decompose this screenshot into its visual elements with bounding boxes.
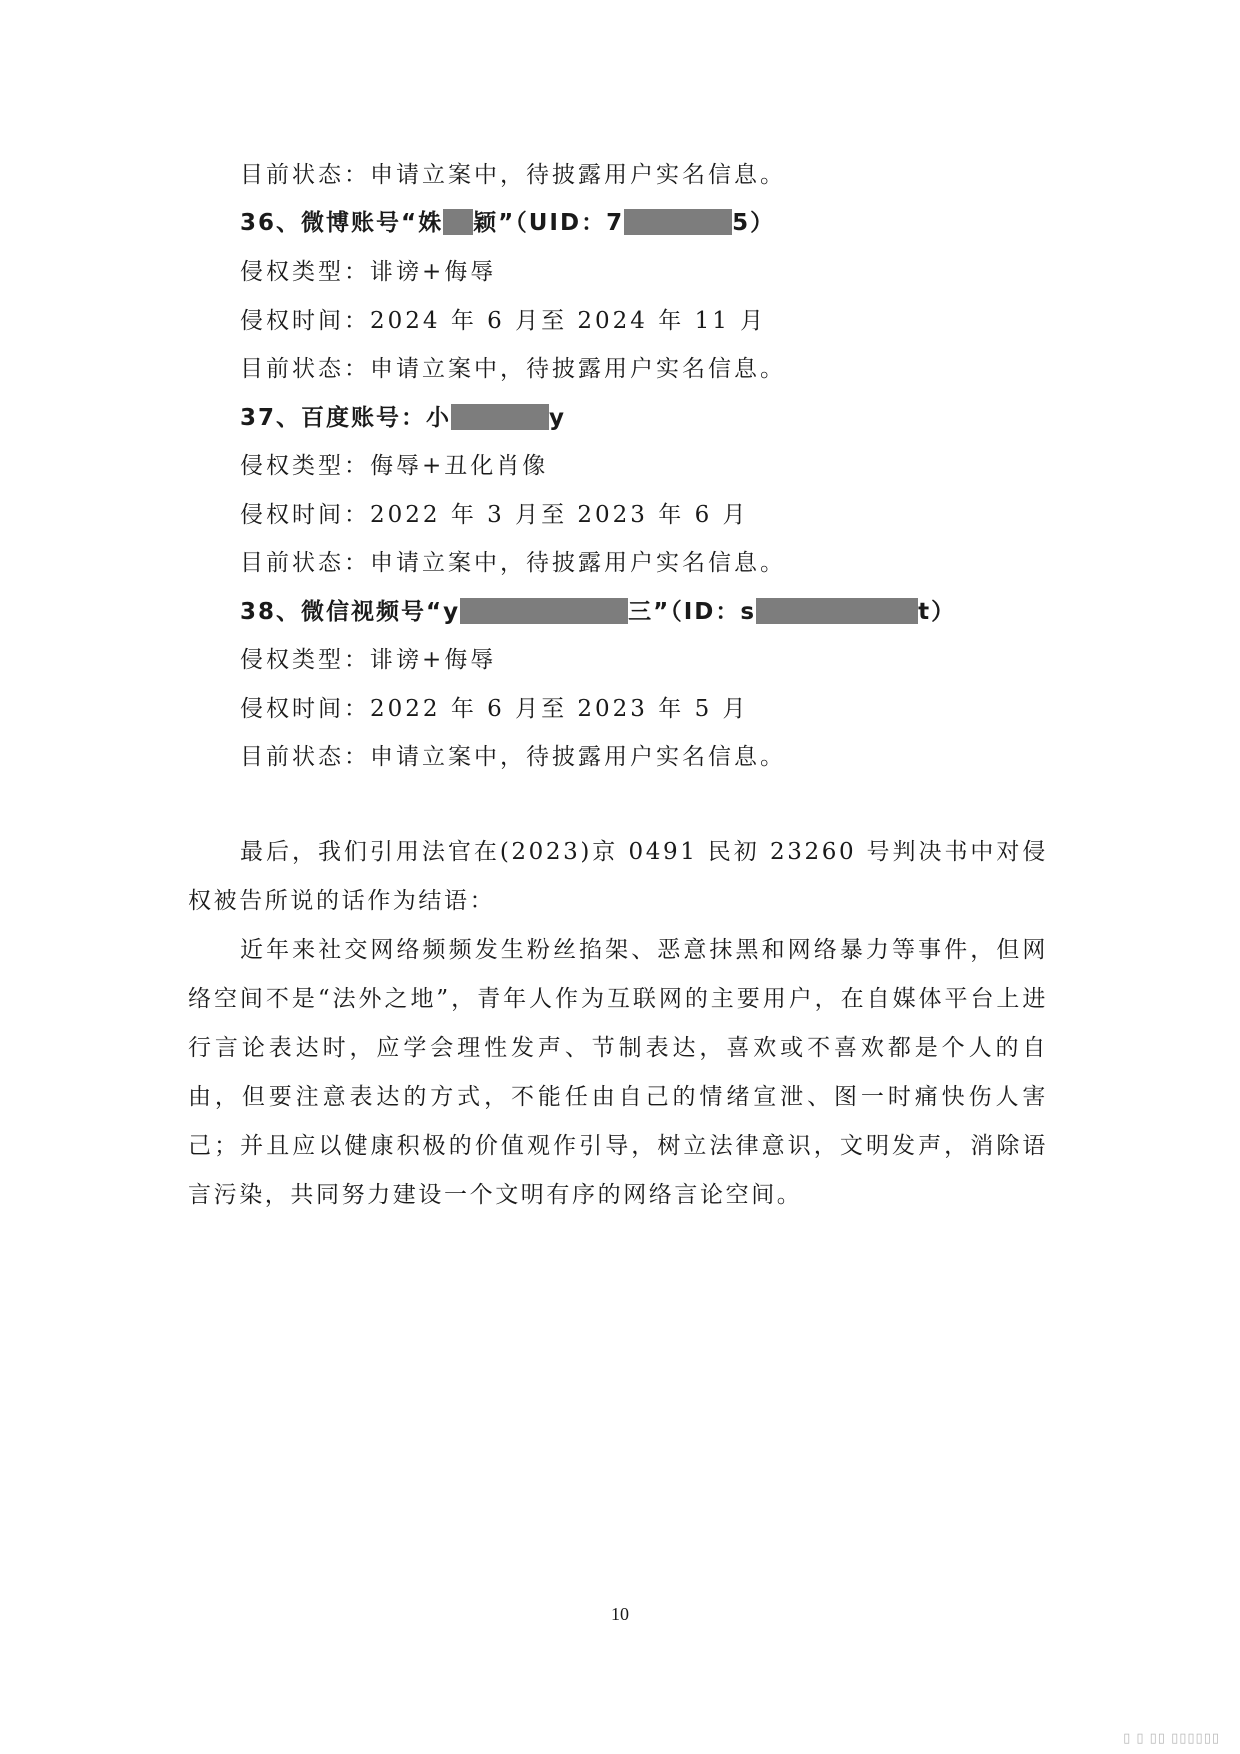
case-heading-36: [240, 208, 775, 238]
redaction-block: [624, 209, 732, 235]
judge-quote-paragraph: 近年来社交网络频频发生粉丝掐架、恶意抹黑和网络暴力等事件，但网络空间不是“法外之地”，青年人作为互联网的主要用户，在自媒体平台上进行言论表达时，应学会理性发声、节制表达，喜欢或不喜欢都是个人的自由，但要注意表达的方式，不能任由自己的情绪宣泄、图一时痛快伤人害己；并且应以健康积极的价值观作引导，树立法律意识，文明发声，消除语言污染，共同努力建设一个文明有序的网络言论空间。: [188, 937, 1048, 1208]
closing-intro-paragraph: 最后，我们引用法官在(2023)京 0491 民初 23260 号判决书中对侵权被告所说的话作为结语：: [188, 839, 1048, 914]
heading-text: 37、百度账号：小: [240, 405, 452, 431]
infringement-type-line: 侵权类型：诽谤+侮辱: [240, 259, 497, 285]
redaction-block: [443, 209, 473, 235]
heading-text: 三”（ID：s: [628, 599, 757, 625]
redaction-block: [451, 404, 549, 430]
page-number: 10: [611, 1604, 629, 1624]
infringement-type-line: 侵权类型：诽谤+侮辱: [240, 647, 497, 673]
heading-text: 36、微博账号“姝: [240, 210, 444, 236]
infringement-time-line: 侵权时间：2024 年 6 月至 2024 年 11 月: [240, 308, 767, 334]
watermark-mark: ▯ ▯ ▯▯ ▯▯▯▯▯▯: [1123, 1731, 1220, 1746]
status-line: 目前状态：申请立案中，待披露用户实名信息。: [240, 162, 786, 188]
status-line: 目前状态：申请立案中，待披露用户实名信息。: [240, 744, 786, 770]
status-line: 目前状态：申请立案中，待披露用户实名信息。: [240, 356, 786, 382]
heading-text: 38、微信视频号“y: [240, 599, 461, 625]
case-heading-37: [240, 403, 566, 433]
case-heading-38: [240, 597, 956, 627]
redaction-block: [460, 598, 628, 624]
infringement-time-line: 侵权时间：2022 年 6 月至 2023 年 5 月: [240, 696, 749, 722]
heading-text: y: [549, 405, 567, 431]
infringement-time-line: 侵权时间：2022 年 3 月至 2023 年 6 月: [240, 502, 749, 528]
redaction-block: [756, 598, 918, 624]
heading-text: t）: [918, 599, 957, 625]
heading-text: 5）: [732, 210, 776, 236]
status-line: 目前状态：申请立案中，待披露用户实名信息。: [240, 550, 786, 576]
heading-text: 颖”（UID：7: [473, 210, 625, 236]
infringement-type-line: 侵权类型：侮辱+丑化肖像: [240, 453, 549, 479]
